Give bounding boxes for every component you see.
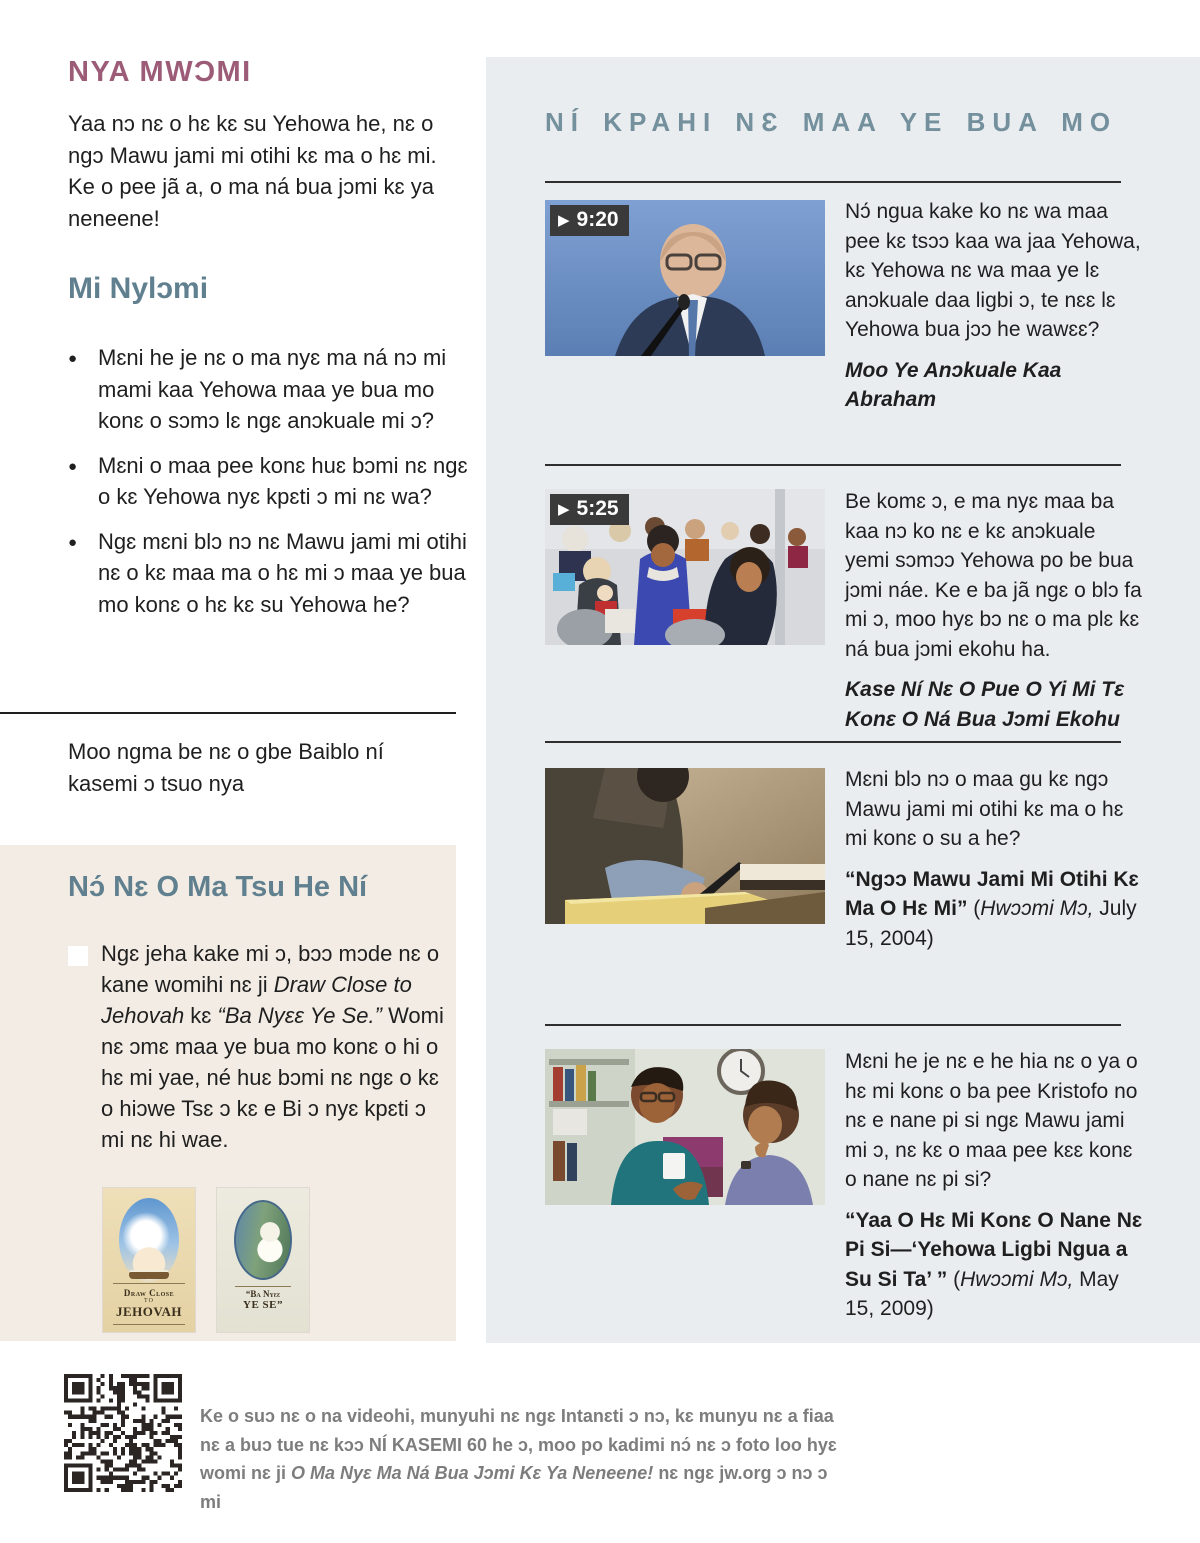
play-icon: ▶ [558,211,570,229]
video-thumbnail-audience[interactable] [545,489,825,645]
paren: ( [947,1267,961,1291]
video-title[interactable]: Kase Ní Nɛ O Pue O Yi Mi Tɛ Konɛ O Ná Bua Jɔmi Ekohu [845,678,1125,731]
preview-paragraph: Yaa nɔ nɛ o hɛ kɛ su Yehowa he, nɛ o ngɔ Mawu jami mi otihi kɛ ma o hɛ mi. Ke o pee jã a, o ma ná bua jɔmi kɛ ya neneene! [68,111,437,231]
action-box-text [101,938,453,1155]
article-title-bold: “Yaa O Hɛ Mi Konɛ O Nane Nɛ Pi Si—‘Yehowa Ligbi Ngua a Su Si Ta’ ” [845,1208,1143,1291]
footer-note [200,1402,845,1516]
book2-title-ref: “Ba Nyɛɛ Ye Se.” [217,1003,382,1028]
item-body: Be komɛ ɔ, e ma nyɛ maa ba kaa nɔ ko nɛ e kɛ anɔkuale yemi sɔmɔɔ Yehowa po be bua jɔmi náe. Ke e ba jã ngɛ o blɔ fa mi ɔ, moo hyɛ bɔ nɛ o ma plɛ kɛ ná bua jɔmi ekohu ha. [845,490,1142,661]
video-duration: 5:25 [576,497,619,520]
action-text-segment: Ngɛ jeha kake mi ɔ, bɔɔ mɔde nɛ o kane womihi nɛ ji [101,941,440,997]
footer-line: Ke o suɔ nɛ o na videohi, munyuhi nɛ ngɛ Intanɛti ɔ nɔ, kɛ munyu nɛ a fiaa [200,1406,834,1426]
video-duration: 9:20 [576,208,619,231]
paren: ( [967,897,981,920]
article-title[interactable] [845,1206,1143,1324]
magazine-name: Hwɔɔmi Mɔ, [980,897,1094,920]
goals-heading: Mi Nylɔmi [68,272,209,305]
item-body: Mɛni blɔ nɔ o maa gu kɛ ngɔ Mawu jami mi otihi kɛ ma o hɛ mi konɛ o su a he? [845,768,1124,850]
action-box [0,845,456,1341]
goals-list [68,342,468,633]
separator [545,741,1121,743]
photo-writing-goals [545,768,825,924]
action-text-segment: kɛ [184,1003,218,1028]
separator [545,1024,1121,1026]
book2-rule [235,1286,291,1287]
divider [0,712,456,714]
book1-rule [113,1283,185,1284]
article-date: July 15, 2004) [845,897,1137,950]
book2-art [234,1200,292,1280]
article-title-bold: “Ngɔɔ Mawu Jami Mi Otihi Kɛ Ma O Hɛ Mi” [845,867,1139,920]
video-thumbnail-speaker[interactable] [545,200,825,356]
goal-note: Moo ngma be nɛ o gbe Baiblo ní kasemi ɔ tsuo nya [68,739,384,796]
book2-title-line1: “Ba Nyɛɛ [245,1289,281,1299]
separator [545,464,1121,466]
action-text-segment: Womi nɛ ɔmɛ maa ye bua mo konɛ o hi o hɛ mi yae, né huɛ bɔmi nɛ ngɛ o kɛ o hiɔwe Tsɛ ɔ kɛ e Bi ɔ nyɛ kpɛti ɔ mi nɛ hi wae. [101,1003,444,1152]
resources-panel [486,57,1200,1343]
action-checkbox[interactable] [68,946,88,966]
magazine-title: O Ma Nyɛ Ma Ná Bua Jɔmi Kɛ Ya Neneene! [290,1463,654,1483]
book1-subtitle: Draw Close [123,1288,175,1298]
preview-heading: NYA MWƆMI [68,56,252,88]
resources-heading: NÍ KPAHI NƐ MAA YE BUA MO [545,107,1118,137]
book1-title: JEHOVAH [115,1304,183,1319]
resource-item-text [845,487,1143,734]
action-box-heading: Nɔ́ Nɛ O Ma Tsu He Ní [68,871,368,903]
article-title[interactable] [845,865,1143,954]
qr-code [64,1374,182,1492]
open-book-art [129,1270,169,1279]
resource-item-text [845,197,1143,415]
writing-illustration [545,768,825,924]
footer-line: womi nɛ ji [200,1463,291,1483]
book-cover-ba-nyee-ye-se [217,1188,309,1332]
book1-to: TO [144,1298,154,1304]
resource-item-text [845,765,1143,953]
video-duration-badge [550,205,629,236]
footer-line: nɛ ngɛ jw.org ɔ nɔ ɔ mi [200,1463,828,1512]
article-date: May 15, 2009) [845,1267,1119,1320]
item-body: Mɛni he je nɛ e he hia nɛ o ya o hɛ mi konɛ o ba pee Kristofo no nɛ e nane pi si ngɛ Mawu jami mi ɔ, nɛ kɛ o maa pee kɛɛ konɛ o nane nɛ pi si? [845,1050,1138,1191]
play-icon: ▶ [558,500,570,518]
photo-informal-witnessing [545,1049,825,1205]
book-cover-draw-close [103,1188,195,1332]
video-duration-badge [550,494,629,525]
footer-line: nɛ a buɔ tue nɛ kɔɔ NÍ KASEMI 60 he ɔ, moo po kadimi nɔ́ nɛ ɔ foto loo hyɛ [200,1434,837,1455]
book1-title-ref: Draw Close to Jehovah [101,972,412,1028]
book1-rule [113,1324,185,1325]
separator [545,181,1121,183]
book2-title-line2: YE SE” [243,1299,283,1311]
magazine-name: Hwɔɔmi Mɔ, [960,1267,1074,1291]
goal-item: ● Mɛni he je nɛ o ma nyɛ ma ná nɔ mi mami kaa Yehowa maa ye bua mo konɛ o sɔmɔ lɛ ngɛ anɔkuale mi ɔ? [68,342,468,437]
goal-item: ● Ngɛ mɛni blɔ nɔ nɛ Mawu jami mi otihi nɛ o kɛ maa ma o hɛ mi ɔ maa ye bua mo konɛ o hɛ kɛ su Yehowa he? [68,526,468,621]
resource-item-text [845,1047,1143,1324]
conversation-illustration [545,1049,825,1205]
video-title[interactable]: Moo Ye Anɔkuale Kaa Abraham [845,358,1062,411]
item-body: Nɔ́ ngua kake ko nɛ wa maa pee kɛ tsɔɔ kaa wa jaa Yehowa, kɛ Yehowa nɛ wa maa ye lɛ anɔkuale daa ligbi ɔ, te nɛɛ lɛ Yehowa bua jɔɔ he wawɛɛ? [845,200,1141,341]
goal-item: ● Mɛni o maa pee konɛ huɛ bɔmi nɛ ngɛ o kɛ Yehowa nyɛ kpɛti ɔ mi nɛ wa? [68,450,468,513]
